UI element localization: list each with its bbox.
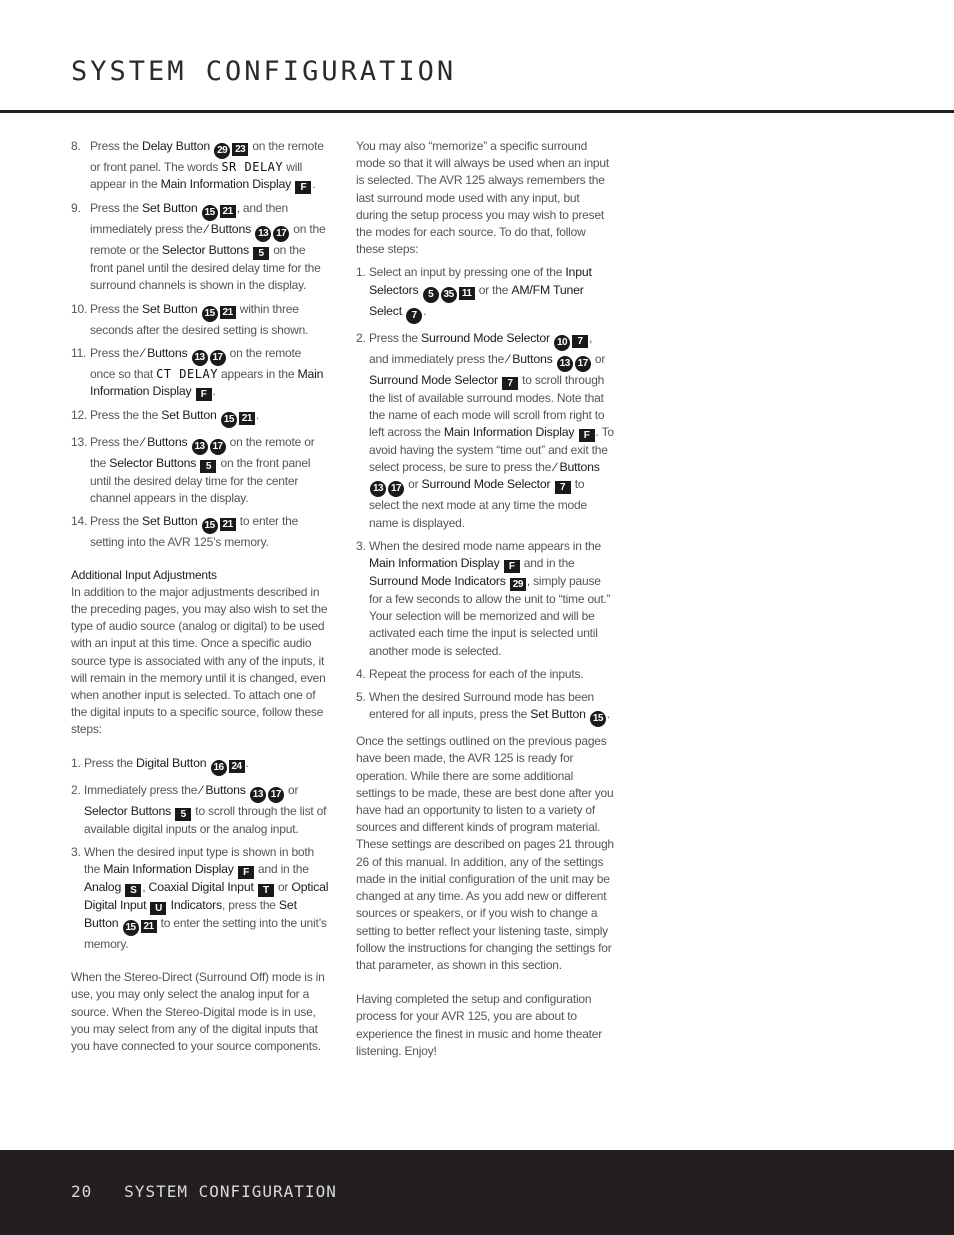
paragraph: You may also “memorize” a specific surround mode so that it will always be used when an input is selected. The AVR 125 always remembers the last surround mode used with any input, but during the setup process you may wish to preset the modes for each source. To do that, follow these steps: — [356, 139, 610, 257]
step-number: 1. — [71, 755, 81, 770]
input-step-3 — [71, 844, 329, 953]
step-text: , and then immediately press the — [90, 201, 288, 237]
step-text: or — [405, 477, 422, 492]
callout-icon: 13 — [370, 481, 386, 497]
step-text: . To avoid having the system “time out” and exit the select process, be sure to press the — [369, 425, 614, 475]
step-13 — [71, 434, 329, 507]
key-indicators: Indicators — [170, 898, 222, 913]
right-column — [356, 138, 614, 1066]
key-selector-buttons: Selector Buttons — [84, 803, 172, 818]
step-text: Press the — [84, 755, 137, 770]
callout-icon: 7 — [572, 335, 588, 348]
callout-icon: 16 — [211, 760, 227, 776]
footer-text — [71, 1182, 337, 1201]
callout-icon: 5 — [253, 247, 269, 260]
callout-icon: 17 — [388, 481, 404, 497]
step-text: Press the — [90, 301, 143, 316]
step-text: to enter the setting into the AVR 125’s memory. — [90, 514, 299, 550]
key-set-button: Set Button — [142, 201, 198, 216]
step-text: . — [606, 707, 611, 722]
step-text: When the desired input type is shown in both the — [84, 844, 315, 877]
callout-icon: F — [295, 181, 311, 194]
step-text: Immediately press the — [84, 782, 201, 797]
callout-icon: 15 — [221, 412, 237, 428]
step-text: , — [142, 880, 149, 895]
callout-icon: T — [258, 884, 274, 897]
step-number: 2. — [71, 782, 81, 797]
key-input-selectors: Input Selectors — [369, 265, 592, 297]
lcd-display-text: CT DELAY — [156, 366, 218, 381]
key-surround-mode-selector: Surround Mode Selector — [421, 477, 551, 492]
key-main-information-display: Main Information Display — [90, 366, 324, 399]
step-text: Press the — [90, 139, 143, 153]
step-text: on the front panel until the desired delay time for the center channel appears in the display. — [90, 456, 311, 506]
step-text: When the desired mode name appears in the — [369, 538, 601, 553]
key-set-button: Set Button — [142, 301, 198, 316]
step-number: 12. — [71, 408, 88, 423]
callout-icon: 15 — [123, 920, 139, 936]
paragraph: Once the settings outlined on the previous pages have been made, the AVR 125 is ready for operation. While there are some additional settings to be made, these are best done after you have had an opportunity to listen to a variety of sources and different kinds of program material. These settings are described on pages 21 through 26 of this manual. In addition, any of the settings made in the initial configuration of the unit may be changed at any time. As you add new or different sources or speakers, or if you wish to change a setting to better reflect your listening taste, simply follow the instructions for changing the settings for that parameter, as shown in this section. — [356, 734, 614, 972]
step-text: Repeat the process for each of the inputs. — [369, 666, 584, 681]
title-rule — [0, 110, 954, 113]
step-text: or — [284, 782, 299, 797]
callout-icon: 17 — [268, 787, 284, 803]
callout-icon: 29 — [510, 578, 526, 591]
step-text: Press the — [90, 345, 143, 360]
callout-icon: S — [125, 884, 141, 897]
key-main-information-display: Main Information Display — [160, 177, 292, 192]
callout-icon: 13 — [255, 226, 271, 242]
callout-icon: 15 — [202, 306, 218, 322]
step-text: , and immediately press the — [369, 330, 593, 366]
step-text: on the remote or front panel. The words — [90, 139, 324, 174]
step-12 — [71, 407, 329, 428]
step-number: 8. — [71, 139, 81, 153]
step-8 — [71, 138, 329, 194]
callout-icon: 17 — [210, 350, 226, 366]
callout-icon: F — [196, 388, 212, 401]
callout-icon: 13 — [250, 787, 266, 803]
callout-icon: 24 — [229, 760, 245, 773]
key-surround-mode-selector: Surround Mode Selector — [369, 372, 498, 387]
step-text: or — [274, 880, 292, 895]
page-title: SYSTEM CONFIGURATION — [71, 56, 457, 87]
footer-section-title: SYSTEM CONFIGURATION — [124, 1182, 337, 1201]
step-10 — [71, 301, 329, 339]
key-coaxial-digital-input: Coaxial Digital Input — [148, 880, 254, 895]
key-delay-button: Delay Button — [142, 139, 211, 153]
step-text: on the front panel until the desired delay time for the surround channels is shown in the display. — [90, 243, 321, 293]
step-text: or — [591, 351, 606, 366]
step-number: 3. — [356, 538, 366, 553]
callout-icon: 21 — [220, 518, 236, 531]
callout-icon: 7 — [406, 308, 422, 324]
step-text: to enter the setting into the unit’s memory. — [84, 916, 327, 952]
mode-step-2 — [356, 330, 614, 532]
step-text: Select an input by pressing one of the — [369, 265, 566, 280]
step-text: . — [245, 755, 249, 770]
key-selector-buttons: Selector Buttons — [109, 456, 197, 471]
step-text: Press the — [90, 201, 143, 216]
step-number: 4. — [356, 666, 366, 681]
key-digital-button: Digital Button — [136, 755, 207, 770]
callout-icon: 35 — [441, 287, 457, 303]
step-text: on the remote or the — [90, 435, 315, 471]
key-optical-digital-input: Optical Digital Input — [84, 880, 329, 913]
key-surround-mode-selector: Surround Mode Selector — [421, 330, 550, 345]
step-number: 9. — [71, 201, 81, 216]
callout-icon: U — [150, 902, 166, 915]
key-main-information-display: Main Information Display — [443, 425, 575, 440]
callout-icon: 17 — [273, 226, 289, 242]
callout-icon: 21 — [220, 205, 236, 218]
key-main-information-display: Main Information Display — [369, 556, 500, 571]
key-analog: Analog — [84, 880, 122, 895]
step-text: to select the next mode at any time the mode name is displayed. — [369, 477, 587, 530]
key-surround-mode-indicators: Surround Mode Indicators — [369, 574, 506, 589]
page-number: 20 — [71, 1182, 93, 1201]
step-number: 10. — [71, 301, 88, 316]
step-text: When the desired Surround mode has been entered for all inputs, press the — [369, 690, 595, 722]
key-arrow-buttons: ⁄ Buttons — [142, 345, 188, 360]
mode-step-3 — [356, 538, 614, 660]
step-text: . — [423, 303, 427, 318]
step-9 — [71, 200, 329, 294]
paragraph: In addition to the major adjustments described in the preceding pages, you may also wish to set the type of audio source (analog or digital) to be used with an input at this time. Once a specific audio source type is associated with any of the inputs, it will remain in the memory until it is changed, even when another input is selected. To attach one of the digital inputs to a specific source, follow these steps: — [71, 584, 328, 737]
key-arrow-buttons: ⁄ Buttons — [507, 351, 553, 366]
step-text: Press the the — [90, 408, 162, 423]
callout-icon: 23 — [232, 143, 248, 156]
callout-icon: 15 — [202, 205, 218, 221]
callout-icon: 11 — [459, 287, 475, 300]
callout-icon: 13 — [192, 439, 208, 455]
step-number: 3. — [71, 844, 81, 859]
step-text: within three seconds after the desired setting is shown. — [90, 301, 309, 337]
callout-icon: 5 — [423, 287, 439, 303]
callout-icon: 17 — [210, 439, 226, 455]
left-column — [71, 138, 329, 1061]
step-text: will appear in the — [90, 160, 303, 192]
callout-icon: 7 — [502, 377, 518, 390]
callout-icon: 5 — [200, 460, 216, 473]
callout-icon: 21 — [220, 306, 236, 319]
step-14 — [71, 513, 329, 551]
footer-bar — [0, 1150, 954, 1235]
callout-icon: 7 — [555, 481, 571, 494]
key-set-button: Set Button — [142, 514, 198, 529]
step-text: Press the — [90, 514, 143, 529]
callout-icon: 13 — [557, 356, 573, 372]
step-text: , press the — [221, 898, 279, 913]
step-text: on the remote once so that — [90, 345, 302, 381]
step-text: . — [255, 408, 259, 423]
input-step-1 — [71, 755, 329, 776]
mode-step-5 — [356, 689, 614, 727]
step-text: to scroll through the list of available digital inputs or the analog input. — [84, 803, 327, 836]
key-set-button: Set Button — [84, 898, 297, 931]
step-number: 5. — [356, 690, 366, 705]
input-step-2 — [71, 782, 329, 838]
key-arrow-buttons: ⁄ Buttons — [200, 782, 246, 797]
step-number: 1. — [356, 265, 366, 280]
callout-icon: 15 — [202, 518, 218, 534]
step-number: 13. — [71, 435, 88, 450]
key-selector-buttons: Selector Buttons — [161, 243, 249, 258]
step-text: Press the — [369, 330, 422, 345]
key-arrow-buttons: ⁄ Buttons — [205, 222, 252, 237]
callout-icon: 15 — [590, 711, 606, 727]
step-11 — [71, 345, 329, 401]
paragraph: When the Stereo-Direct (Surround Off) mode is in use, you may only select the analog input for a source. When the Stereo-Digital mode is in use, you may select from any of the digital inputs that you have connected to your source components. — [71, 970, 325, 1054]
step-text: and in the — [254, 862, 309, 877]
mode-step-4 — [356, 666, 614, 683]
step-text: on the remote or the — [90, 222, 326, 258]
callout-icon: 29 — [214, 143, 230, 159]
key-arrow-buttons: ⁄ Buttons — [142, 435, 188, 450]
step-number: 14. — [71, 514, 88, 529]
step-number: 2. — [356, 330, 366, 345]
step-text: to scroll through the list of available surround modes. Note that the name of each mode will scroll from right to left across the — [369, 372, 605, 440]
step-text: appears in the — [217, 366, 298, 381]
callout-icon: 21 — [239, 412, 255, 425]
step-text: Press the — [90, 435, 143, 450]
callout-icon: F — [504, 560, 520, 573]
step-text: . — [212, 384, 216, 399]
key-set-button: Set Button — [161, 408, 217, 423]
callout-icon: 5 — [175, 808, 191, 821]
key-set-button: Set Button — [530, 707, 586, 722]
key-arrow-buttons: ⁄ Buttons — [554, 460, 600, 475]
paragraph: Having completed the setup and configuration process for your AVR 125, you are about to experience the finest in music and home theater listening. Enjoy! — [356, 992, 603, 1058]
step-text: or the — [475, 282, 512, 297]
step-text: , simply pause for a few seconds to allow the unit to “time out.” Your selection will be memorized and will be activated each time the input is selected until another mode is selected. — [369, 574, 611, 658]
callout-icon: 17 — [575, 356, 591, 372]
lcd-display-text: SR DELAY — [221, 160, 284, 174]
key-am-fm-tuner-select: AM/FM Tuner Select — [369, 282, 584, 318]
section-heading: Additional Input Adjustments — [71, 567, 217, 582]
callout-icon: F — [579, 429, 595, 442]
mode-step-1 — [356, 264, 614, 323]
callout-icon: F — [238, 866, 254, 879]
callout-icon: 13 — [192, 350, 208, 366]
step-number: 11. — [71, 345, 87, 360]
step-text: . — [312, 177, 316, 192]
step-text: and in the — [520, 556, 575, 571]
callout-icon: 10 — [554, 335, 570, 351]
callout-icon: 21 — [141, 920, 157, 933]
key-main-information-display: Main Information Display — [103, 862, 234, 877]
